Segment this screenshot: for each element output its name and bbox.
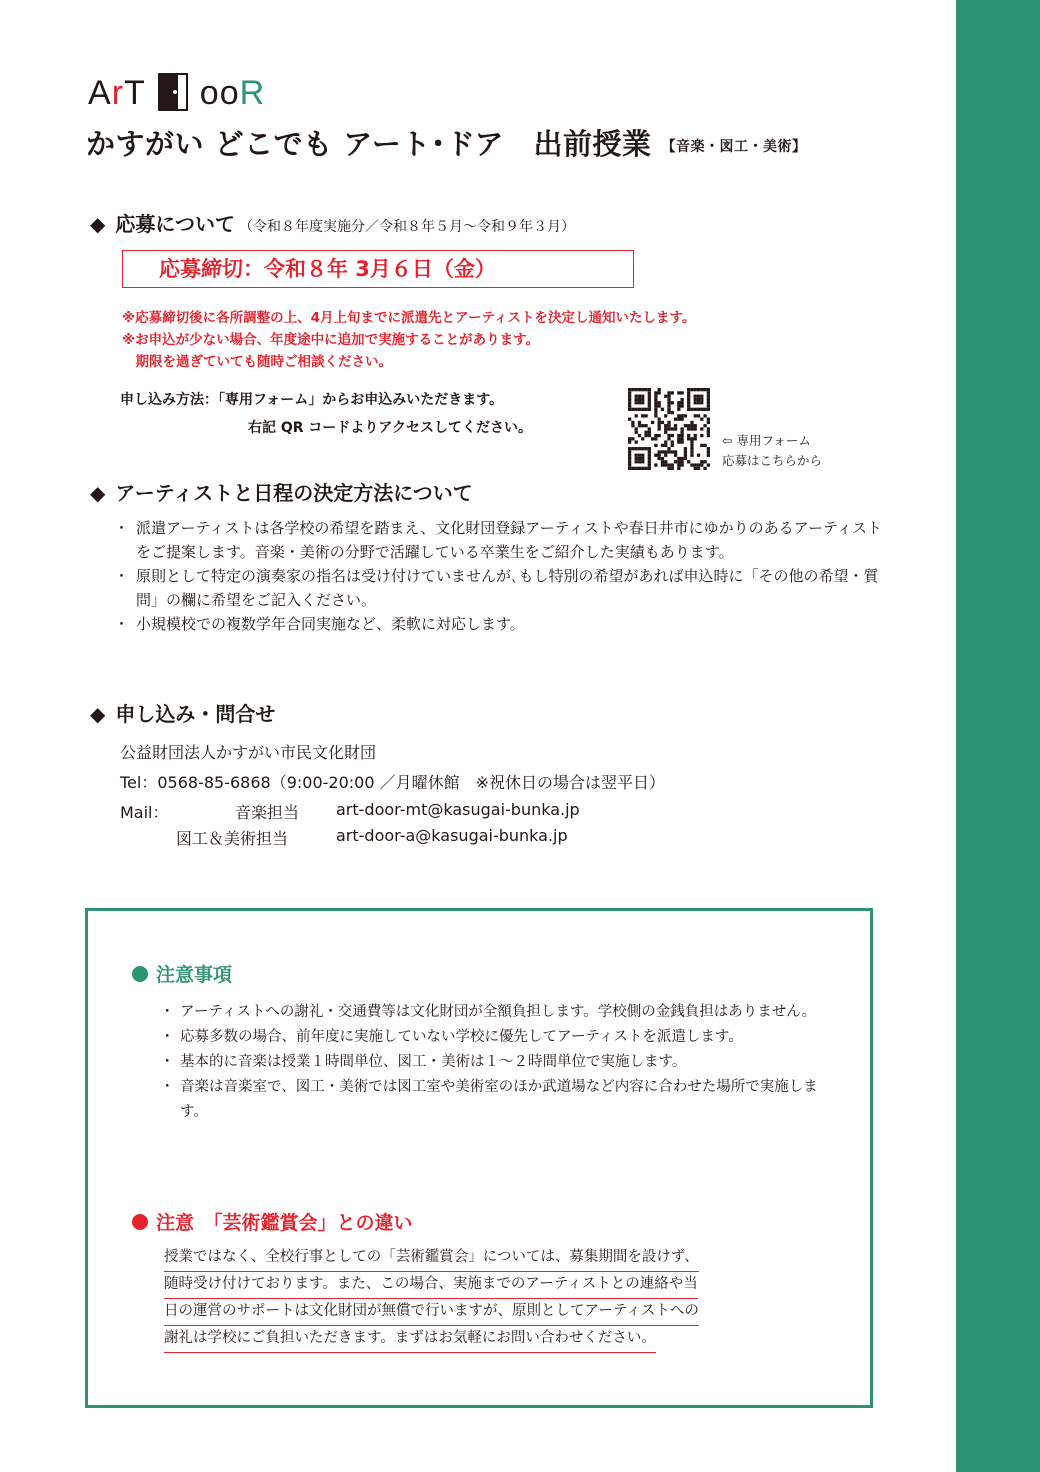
- list-item: ・ 原則として特定の演奏家の指名は受け付けていませんが､もし特別の希望があれば申込時に「その他の希望・質問」の欄に希望をご記入ください。: [114, 564, 894, 612]
- notice-heading-text: 注意事項: [156, 964, 233, 986]
- heading-text: アーティストと日程の決定方法について: [115, 481, 473, 505]
- red-note-1: ※応募締切後に各所調整の上、4月上旬までに派遣先とアーティストを決定し通知いたします。: [122, 310, 696, 326]
- qr-note: [722, 431, 822, 471]
- logo-text-left: ArT: [88, 73, 146, 112]
- logo-text-right: ooR: [199, 73, 266, 112]
- difference-line: 随時受け付けております。また、この場合、実施までのアーティストとの連絡や当: [164, 1271, 698, 1299]
- qr-note-line2: 応募はこちらから: [722, 453, 823, 468]
- diamond-icon: ◆: [90, 481, 106, 505]
- tel-line: Tel：0568-85-6868（9:00-20:00 ／月曜休館 ※祝休日の場合は翌平日）: [120, 773, 665, 792]
- list-item: ・ 音楽は音楽室で、図工・美術では図工室や美術室のほか武道場など内容に合わせた場所で実施します。: [160, 1075, 830, 1125]
- art-door-logo: [88, 70, 265, 116]
- difference-heading-text: 注意 「芸術鑑賞会」との違い: [156, 1212, 413, 1234]
- green-dot-icon: [132, 966, 148, 982]
- green-side-bar: [956, 0, 1040, 1472]
- list-item: ・ 応募多数の場合、前年度に実施していない学校に優先してアーティストを派遣します。: [160, 1025, 830, 1050]
- section-apply-heading: [90, 208, 575, 237]
- apply-method-line2: 右記 QR コードよりアクセスしてください。: [248, 420, 533, 436]
- mail-music-link[interactable]: art-door-mt@kasugai-bunka.jp: [336, 800, 580, 819]
- diamond-icon: ◆: [90, 702, 106, 726]
- difference-line: 授業ではなく、全校行事としての「芸術鑑賞会」については、募集期間を設けず、: [164, 1244, 699, 1272]
- notice-list: [160, 1000, 830, 1125]
- door-icon: [156, 71, 190, 115]
- red-note-3: 期限を過ぎていても随時ご相談ください。: [122, 354, 392, 370]
- title-main: かすがい どこでも アート･ドア 出前授業: [86, 127, 652, 161]
- difference-line: 謝礼は学校にご負担いただきます。まずはお気軽にお問い合わせください。: [164, 1325, 656, 1353]
- mail-label: Mail：: [120, 803, 169, 822]
- diamond-icon: ◆: [90, 212, 106, 236]
- list-item: ・ 派遣アーティストは各学校の希望を踏まえ、文化財団登録アーティストや春日井市にゆかりのあるアーティストをご提案します。音楽・美術の分野で活躍している卒業生をご紹介した実績もあります。: [114, 516, 894, 564]
- section-artist-heading: [90, 477, 473, 506]
- apply-method-line1: 申し込み方法：「専用フォーム」からお申込みいただきます。: [120, 392, 504, 408]
- heading-note: （令和８年度実施分／令和８年５月～令和９年３月）: [239, 219, 575, 235]
- difference-line: 日の運営のサポートは文化財団が無償で行いますが、原則としてアーティストへの: [164, 1298, 699, 1326]
- qr-code-icon[interactable]: [628, 388, 710, 470]
- artist-bullet-list: [114, 516, 894, 636]
- mail-art-link[interactable]: art-door-a@kasugai-bunka.jp: [336, 826, 568, 845]
- mail-music-label: 音楽担当: [235, 803, 300, 822]
- title-subjects: 【音楽・図工・美術】: [661, 139, 807, 155]
- heading-text: 申し込み・問合せ: [115, 702, 276, 726]
- list-item: ・ 基本的に音楽は授業１時間単位、図工・美術は１～２時間単位で実施します。: [160, 1050, 830, 1075]
- heading-text: 応募について: [115, 212, 235, 236]
- notice-heading: [132, 960, 232, 987]
- mail-art-label: 図工＆美術担当: [176, 829, 289, 848]
- red-note-2: ※お申込が少ない場合、年度途中に追加で実施することがあります。: [122, 332, 540, 348]
- org-name: 公益財団法人かすがい市民文化財団: [120, 743, 377, 762]
- qr-note-line1: ⇦ 専用フォーム: [722, 433, 811, 448]
- list-item: ・ 小規模校での複数学年合同実施など、柔軟に対応します。: [114, 612, 894, 636]
- red-dot-icon: [132, 1214, 148, 1230]
- list-item: ・ アーティストへの謝礼・交通費等は文化財団が全額負担します。学校側の金銭負担はありません。: [160, 1000, 830, 1025]
- page-title: [86, 122, 806, 163]
- deadline-box: 応募締切：令和８年 3月６日（金）: [122, 250, 634, 288]
- section-contact-heading: [90, 698, 275, 727]
- difference-heading: [132, 1208, 413, 1235]
